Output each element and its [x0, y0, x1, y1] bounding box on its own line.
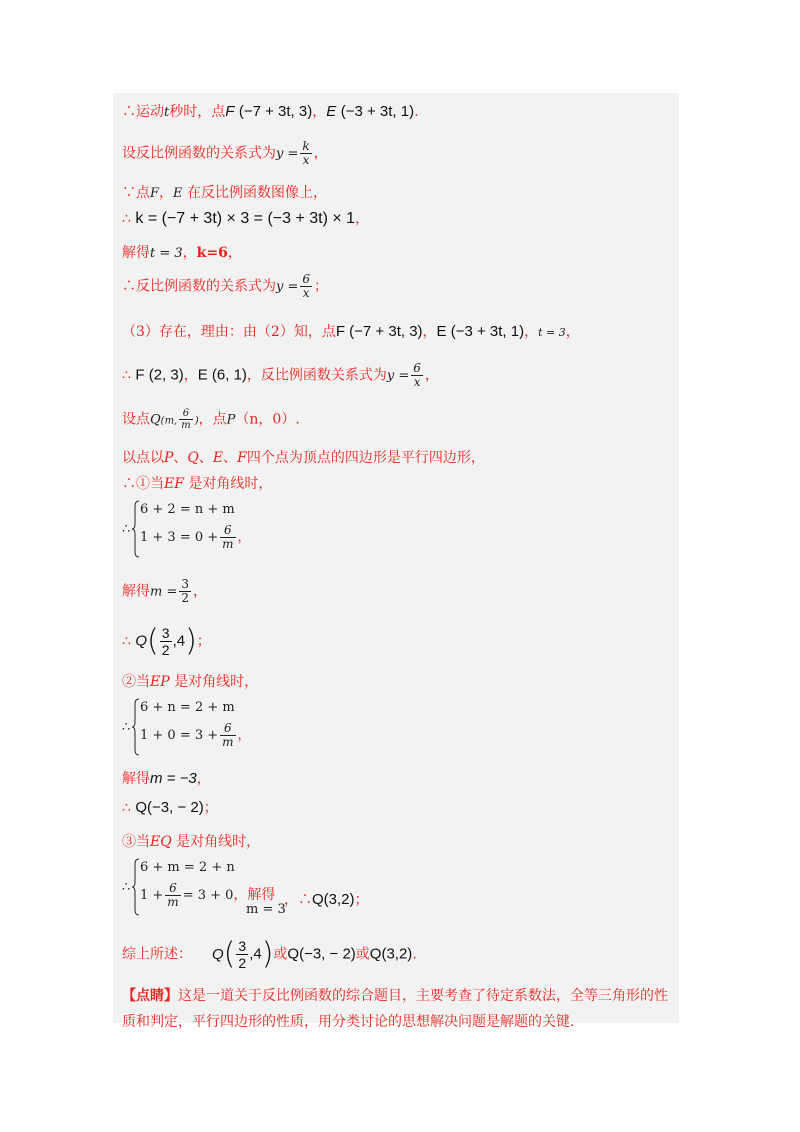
- line-solve-m-case2: 解得m = −3，: [122, 770, 211, 787]
- brace-icon: [132, 858, 140, 916]
- equation-system-3: ∴ 6 + m = 2 + n 1 + $\frac{6}{m}$ = 3 + 0，解得 m = 3: [122, 860, 286, 917]
- line-Q-case2: ∴ Q(−3, − 2)；: [122, 799, 218, 816]
- equation-system-2: ∴ 6 + n = 2 + m 1 + 0 = 3 + $\frac{6}{m}$ ，: [122, 698, 272, 756]
- brace-icon: [132, 500, 140, 558]
- line-motion-points: ∴运动t秒时，点F (−7 + 3t, 3)，E (−3 + 3t, 1).: [122, 103, 419, 120]
- line-case2: ②当EP 是对角线时，: [122, 674, 259, 690]
- line-points-on-graph: ∵点F，E 在反比例函数图像上，: [122, 185, 327, 201]
- line-solve-m-case1: 解得m = $\frac{3}{2}$ ，: [122, 577, 207, 605]
- line-solve-t-k: 解得t = 3，k=6，: [122, 245, 242, 261]
- line-k-equation: ∴ k = (−7 + 3t) × 3 = (−3 + 3t) × 1，: [122, 210, 370, 227]
- line-Q-case1: ∴ Q( $\frac{3}{2}$ ,4)；: [122, 623, 211, 659]
- line-F-E-coords: ∴ F (2, 3)，E (6, 1)，反比例函数关系式为y = $\frac{6}{x}$ ，: [122, 361, 439, 389]
- key-point-note: 【点睛】这是一道关于反比例函数的综合题目，主要考查了待定系数法，全等三角形的性: [122, 988, 668, 1004]
- line-set-Q-P: 设点Q(m, $\frac{6}{m}$ )，点P（n，0）.: [122, 408, 300, 431]
- line-part3-exists: （3）存在，理由：由（2）知，点F (−7 + 3t, 3)，E (−3 + 3t, 1)，t = 3，: [122, 323, 580, 340]
- line-parallelogram: 以点以P、Q、E、F四个点为顶点的四边形是平行四边形，: [122, 450, 485, 466]
- line-function-result: ∴反比例函数的关系式为y = $\frac{6}{x}$ ；: [122, 272, 329, 300]
- brace-icon: [132, 698, 140, 756]
- equation-system-1: ∴ 6 + 2 = n + m 1 + 3 = 0 + $\frac{6}{m}$ ，: [122, 500, 272, 558]
- line-summary: 综上所述： Q( $\frac{3}{2}$ ,4)或Q(−3, − 2)或Q(3,2).: [122, 936, 417, 972]
- line-Q-case3: ，∴Q(3,2)；: [284, 891, 369, 908]
- line-case1: ∴①当EF 是对角线时，: [122, 476, 273, 492]
- line-case3: ③当EQ 是对角线时，: [122, 834, 261, 850]
- key-point-note-cont: 质和判定，平行四边形的性质，用分类讨论的思想解决问题是解题的关键.: [122, 1014, 575, 1030]
- line-assume-function: 设反比例函数的关系式为y = $\frac{k}{x}$ ，: [122, 139, 328, 167]
